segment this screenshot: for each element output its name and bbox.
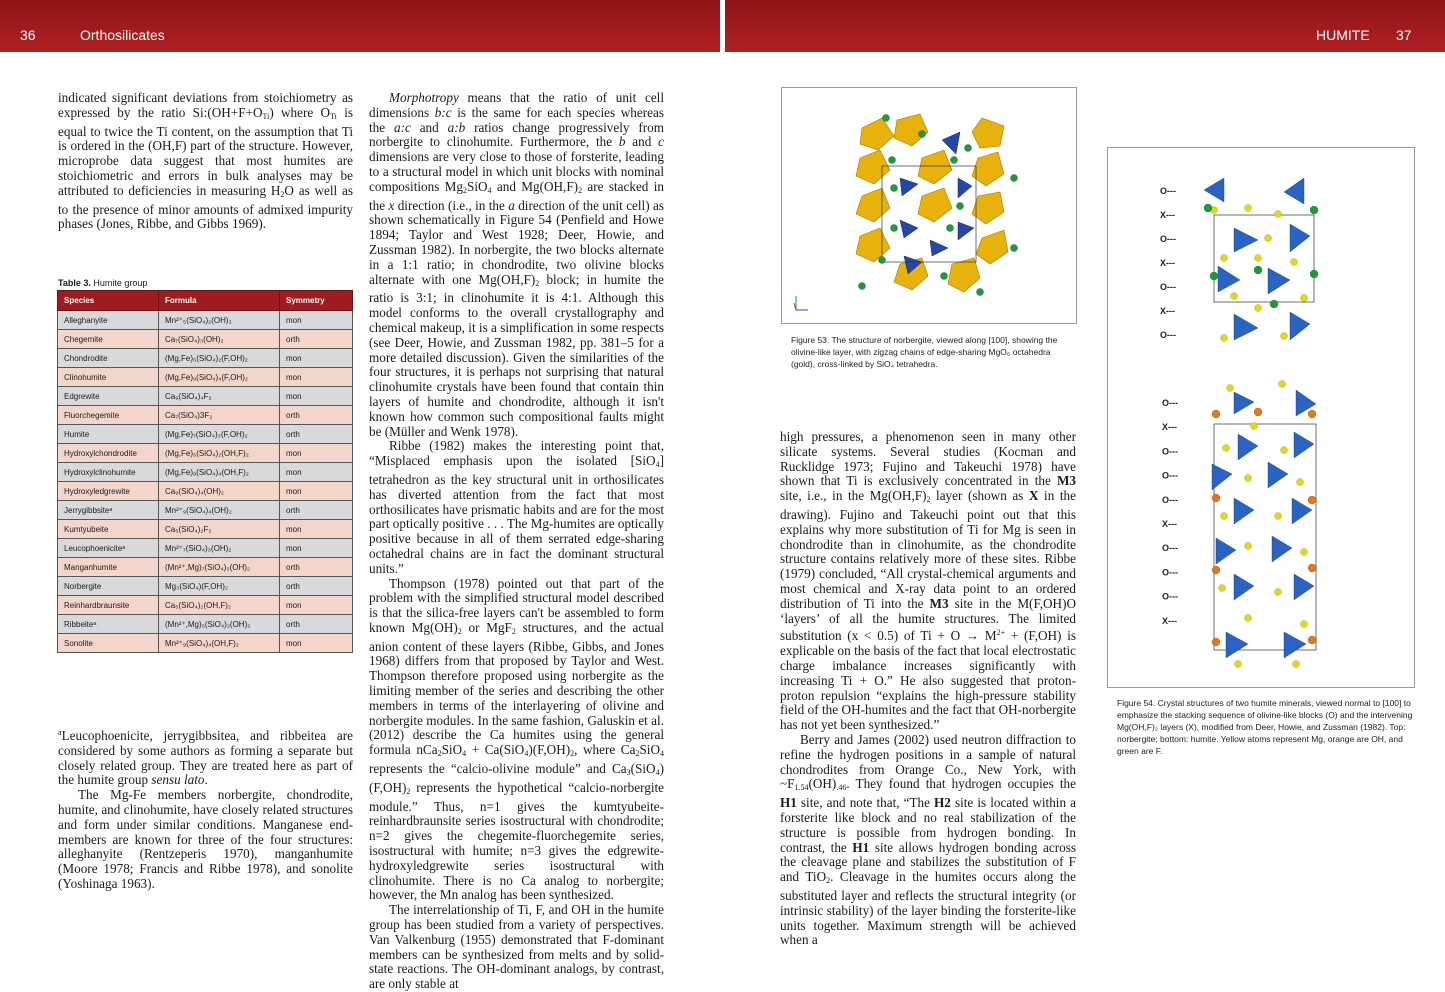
layer-label: O--- <box>1162 591 1178 602</box>
figure-53-image <box>781 87 1077 324</box>
col-symmetry: Symmetry <box>280 291 353 311</box>
table-cell-formula: Ca₇(SiO₄)3F₂ <box>159 406 280 425</box>
table-row <box>58 558 353 577</box>
table-row <box>58 368 353 387</box>
table-row <box>58 596 353 615</box>
table-cell-species: Humite <box>58 425 159 444</box>
table-row <box>58 406 353 425</box>
norbergite-structure-drawing <box>782 88 1076 323</box>
table-row <box>58 311 353 330</box>
layer-label: X--- <box>1162 422 1177 433</box>
left-col1-bottom-text: $^a$Leucophoenicite, jerrygibbsitea, and ribbeitea are considered by some authors as forming a separate but closely related group. They are treated here as part of the humite group sensu lato. The Mg-Fe members norbergite, chondrodite, humite, and clinohumite, have closely related structures and form under similar conditions. Manganese end-members are known for three of the four structures: alleghanyite (Rentzeperis 1970), manganhumite (Moore 1978; Francis and Ribbe 1978), and sonolite (Yoshinaga 1963). <box>58 728 353 891</box>
table-cell-species: Leucophoeniciteᵃ <box>58 539 159 558</box>
table-cell-formula: Ca₉(SiO₄)₄F₂ <box>159 387 280 406</box>
table-cell-formula: Mn²⁺₉(SiO₄)₄(OH,F)₂ <box>159 634 280 653</box>
table-title: Table 3. Humite group <box>58 278 148 288</box>
table-cell-symmetry: mon <box>280 539 353 558</box>
layer-label: O--- <box>1162 398 1178 408</box>
table-cell-species: Hydroxylclinohumite <box>58 463 159 482</box>
table-cell-formula: Ca₉(SiO₄)₄(OH)₂ <box>159 482 280 501</box>
table-cell-symmetry: mon <box>280 311 353 330</box>
table-cell-species: Chegemite <box>58 330 159 349</box>
table-cell-formula: Mg₃(SiO₄)(F,OH)₂ <box>159 577 280 596</box>
table-cell-species: Ribbeiteᵃ <box>58 615 159 634</box>
layer-label: O--- <box>1160 330 1176 340</box>
table-cell-species: Edgrewite <box>58 387 159 406</box>
table-row <box>58 444 353 463</box>
table-row <box>58 615 353 634</box>
layer-label: O--- <box>1162 446 1178 457</box>
table-cell-symmetry: mon <box>280 463 353 482</box>
table-cell-species: Jerrygibbsiteᵃ <box>58 501 159 520</box>
table-row <box>58 425 353 444</box>
layer-label: X--- <box>1160 306 1175 316</box>
table-cell-formula: (Mg,Fe)₅(SiO₄)₂(OH,F)₂ <box>159 444 280 463</box>
col-formula: Formula <box>159 291 280 311</box>
table-cell-species: Sonolite <box>58 634 159 653</box>
layer-label: X--- <box>1160 210 1175 220</box>
table-cell-species: Kumtyubeite <box>58 520 159 539</box>
layer-label: O--- <box>1160 234 1176 244</box>
table-row <box>58 387 353 406</box>
table-cell-species: Hydroxyledgrewite <box>58 482 159 501</box>
table-cell-formula: Mn²⁺₇(SiO₄)₃(OH)₂ <box>159 539 280 558</box>
table-cell-formula: (Mg,Fe)₇(SiO₄)₃(F,OH)₂ <box>159 425 280 444</box>
layer-label: X--- <box>1162 519 1177 529</box>
table-cell-symmetry: mon <box>280 482 353 501</box>
table-cell-formula: (Mg,Fe)₉(SiO₄)₄(OH,F)₂ <box>159 463 280 482</box>
table-cell-formula: Mn²⁺₉(SiO₄)₄(OH)₂ <box>159 501 280 520</box>
table-cell-symmetry: orth <box>280 425 353 444</box>
table-cell-symmetry: orth <box>280 330 353 349</box>
table-cell-species: Norbergite <box>58 577 159 596</box>
table-cell-formula: (Mg,Fe)₅(SiO₄)₂(F,OH)₂ <box>159 349 280 368</box>
table-cell-symmetry: mon <box>280 596 353 615</box>
table-cell-formula: Mn²⁺₅(SiO₄)₂(OH)₂ <box>159 311 280 330</box>
table-row <box>58 520 353 539</box>
table-row <box>58 539 353 558</box>
table-cell-symmetry: mon <box>280 520 353 539</box>
left-running-title: Orthosilicates <box>80 27 165 43</box>
table-cell-species: Manganhumite <box>58 558 159 577</box>
table-cell-species: Clinohumite <box>58 368 159 387</box>
left-page-number: 36 <box>20 27 36 43</box>
layer-label: X--- <box>1162 615 1177 626</box>
layer-label: X--- <box>1160 258 1175 268</box>
left-col1-top-text: indicated significant deviations from stoichiometry as expressed by the ratio $Si:(OH+F+O_{Ti})$ where $O_{Ti}$ is equal to twice the Ti content, on the assumption that Ti is ordered in the (OH,F) part of the structure. However, microprobe data suggest that most humites are stoichiometric and errors in bulk analyses may be attributed to deficiencies in measuring $H_2O$ as well as to the presence of minor amounts of admixed impurity phases (Jones, Ribbe, and Gibbs 1969). <box>58 90 353 232</box>
humite-structures-drawing <box>1108 148 1414 687</box>
right-page-header <box>725 0 1445 52</box>
layer-label: O--- <box>1162 567 1178 578</box>
table-cell-formula: Ca₅(SiO₄)₂(OH,F)₂ <box>159 596 280 615</box>
table-cell-species: Alleghanyite <box>58 311 159 330</box>
table-row <box>58 577 353 596</box>
table-cell-formula: (Mg,Fe)₉(SiO₄)₄(F,OH)₂ <box>159 368 280 387</box>
table-row <box>58 501 353 520</box>
right-col-text: high pressures, a phenomenon seen in many other silicate systems. Several studies (Kocman and Rucklidge 1973; Fujino and Takeuchi 1978) have shown that Ti is exclusively concentrated in the M3 site, i.e., in the $Mg(OH,F)_2$ layer (shown as X in the drawing). Fujino and Takeuchi point out that this explains why more substitution of Ti for Mg is seen in chondrodite than in clinohumite, as the chondrodite structure contains relatively more of these sites. Ribbe (1979) concluded, “All crystal-chemical arguments and most chemical and X-ray data point to an ordered distribution of Ti into the M3 site in the M(F,OH)O ‘layers’ of all the humite structures. The limited substitution (x < 0.5) of $Ti + O \to M^{2+} + (F,OH)$ is explicable on the basis of the fact that local electrostatic charge imbalance increases significantly with increasing Ti + O.” He also suggested that proton-proton repulsion “explains the high-pressure stability field of the OH-humites and the fact that OH-norbergite has not yet been synthesized.” Berry and James (2002) used neutron diffraction to refine the hydrogen positions in a sample of natural chondrodites from Orange Co., New York, with $\sim F_{1.54}(OH)_{.46}$. They found that hydrogen occupies the H1 site, and note that, “The H2 site is located within a forsterite like block and no real stabilization of the structure is possible from hydrogen bonding. In contrast, the H1 site allows hydrogen bonding across the cleavage plane and stabilizes the substitution of F and TiO$_2$. Cleavage in the humites occurs along the substituted layer and reflects the structural integrity (or intrinsic stability) of the layer binding the forsterite-like units together. Maximum strength will be achieved when a <box>780 429 1077 948</box>
table-row <box>58 634 353 653</box>
right-page-number: 37 <box>1396 27 1412 43</box>
table-cell-symmetry: mon <box>280 634 353 653</box>
table-cell-symmetry: mon <box>280 387 353 406</box>
layer-label: O--- <box>1162 543 1178 554</box>
table-cell-species: Hydroxylchondrodite <box>58 444 159 463</box>
left-page-header <box>0 0 720 52</box>
table-cell-species: Reinhardbraunsite <box>58 596 159 615</box>
table-cell-formula: (Mn²⁺,Mg)₇(SiO₄)₃(OH)₂ <box>159 558 280 577</box>
table-cell-symmetry: orth <box>280 406 353 425</box>
table-cell-formula: (Mn²⁺,Mg)₅(SiO₄)₂(OH)₂ <box>159 615 280 634</box>
layer-label: O--- <box>1162 494 1178 505</box>
figure-54-caption: Figure 54. Crystal structures of two humite minerals, viewed normal to [100] to emphasize the stacking sequence of olivine-like blocks (O) and the intervening Mg(OH,F)₂ layers (X), modified from Deer, Howie, and Zussman (1982). Top: norbergite; bottom: humite. Yellow atoms represent Mg, orange are OH, and green are F. <box>1117 698 1413 756</box>
table-cell-symmetry: mon <box>280 368 353 387</box>
table-cell-symmetry: mon <box>280 349 353 368</box>
table-cell-symmetry: orth <box>280 577 353 596</box>
table-cell-symmetry: orth <box>280 615 353 634</box>
table-cell-symmetry: orth <box>280 558 353 577</box>
figure-53-caption: Figure 53. The structure of norbergite, viewed along [100], showing the olivine-like layer, with zigzag chains of edge-sharing MgO₆ octahedra (gold), cross-linked by SiO₄ tetrahedra. <box>791 335 1058 369</box>
table-cell-species: Fluorchegemite <box>58 406 159 425</box>
table-row <box>58 349 353 368</box>
humite-table <box>57 290 353 653</box>
table-row <box>58 463 353 482</box>
layer-label: O--- <box>1160 186 1176 196</box>
left-col2-text: Morphotropy means that the ratio of unit cell dimensions b:c is the same for each species whereas the a:c and a:b ratios change progressively from norbergite to clinohumite. Furthermore, the b and c dimensions are very close to those of forsterite, leading to a structural model in which unit blocks with nominal compositions $Mg_2SiO_4$ and $Mg(OH,F)_2$ are stacked in the x direction (i.e., in the a direction of the unit cell) as shown schematically in Figure 54 (Penfield and Howe 1894; Taylor and West 1928; Deer, Howie, and Zussman 1982). In norbergite, the two blocks alternate in a 1:1 ratio; in chondrodite, two olivine blocks alternate with one $Mg(OH,F)_2$ block; in humite the ratio is 3:1; in clinohumite it is 4:1. Although this model conforms to the overall crystallography and chemical makeup, it is a simplification in some respects (see Deer, Howie, and Zussman 1982, pp. 381–5 for a more detailed discussion). Given the similarities of the four structures, it is perhaps not surprising that natural clinohumite crystals have been found that contain thin layers of humite and chondrodite, although it isn't known how common such compositional faults might be (Müller and Wenk 1978). Ribbe (1982) makes the interesting point that, “Misplaced emphasis upon the isolated [SiO$_4$] tetrahedron as the key structural unit in orthosilicates has diverted attention from the fact that most orthosilicates have prismatic habits and are for the most part optically positive . . . The Mg-humites are optically positive because in all of them serrated edge-sharing octahedral chains are in fact the dominant structural units.” Thompson (1978) pointed out that part of the problem with the simplified structural model described is that the silica-free layers can't be assembled to form known $Mg(OH)_2$ or MgF$_2$ structures, and the actual anion content of these layers (Ribbe, Gibbs, and Jones 1968) differs from that proposed by Taylor and West. Thompson therefore proposed using norbergite as the limiting member of the series and describing the other members in terms of the interlayering of olivine and norbergite modules. In the same fashion, Galuskin et al. (2012) describe the Ca humites using the general formula $nCa_2SiO_4 + Ca(SiO_4)(F,OH)_2$, where $Ca_2SiO_4$ represents the “calcio-olivine module” and $Ca_3(SiO_4)(F,OH)_2$ represents the hypothetical “calcio-norbergite module.” Thus, n=1 gives the kumtyubeite-reinhardbraunsite series isostructural with chondrodite; n=2 gives the chegemite-fluorchegemite series, isostructural with humite; n=3 gives the edgrewite-hydroxyledgrewite series isostructural with clinohumite. There is no Ca analog to norbergite; however, the Mn analog has been synthesized. The interrelationship of Ti, F, and OH in the humite group has been studied from a variety of perspectives. Van Valkenburg (1955) demonstrated that F-dominant members can be synthesized from melts and by solid-state reactions. The OH-dominant analogs, by contrast, are only stable at <box>369 90 665 992</box>
table-row <box>58 330 353 349</box>
table-cell-formula: Ca₇(SiO₄)₃(OH)₂ <box>159 330 280 349</box>
table-cell-symmetry: orth <box>280 501 353 520</box>
right-running-title: HUMITE <box>1316 27 1370 43</box>
table-cell-species: Chondrodite <box>58 349 159 368</box>
layer-label: O--- <box>1162 470 1178 481</box>
col-species: Species <box>58 291 159 311</box>
table-row <box>58 482 353 501</box>
table-cell-formula: Ca₅(SiO₄)₂F₂ <box>159 520 280 539</box>
layer-label: O--- <box>1160 282 1176 292</box>
figure-54-image <box>1107 147 1415 688</box>
table-cell-symmetry: mon <box>280 444 353 463</box>
